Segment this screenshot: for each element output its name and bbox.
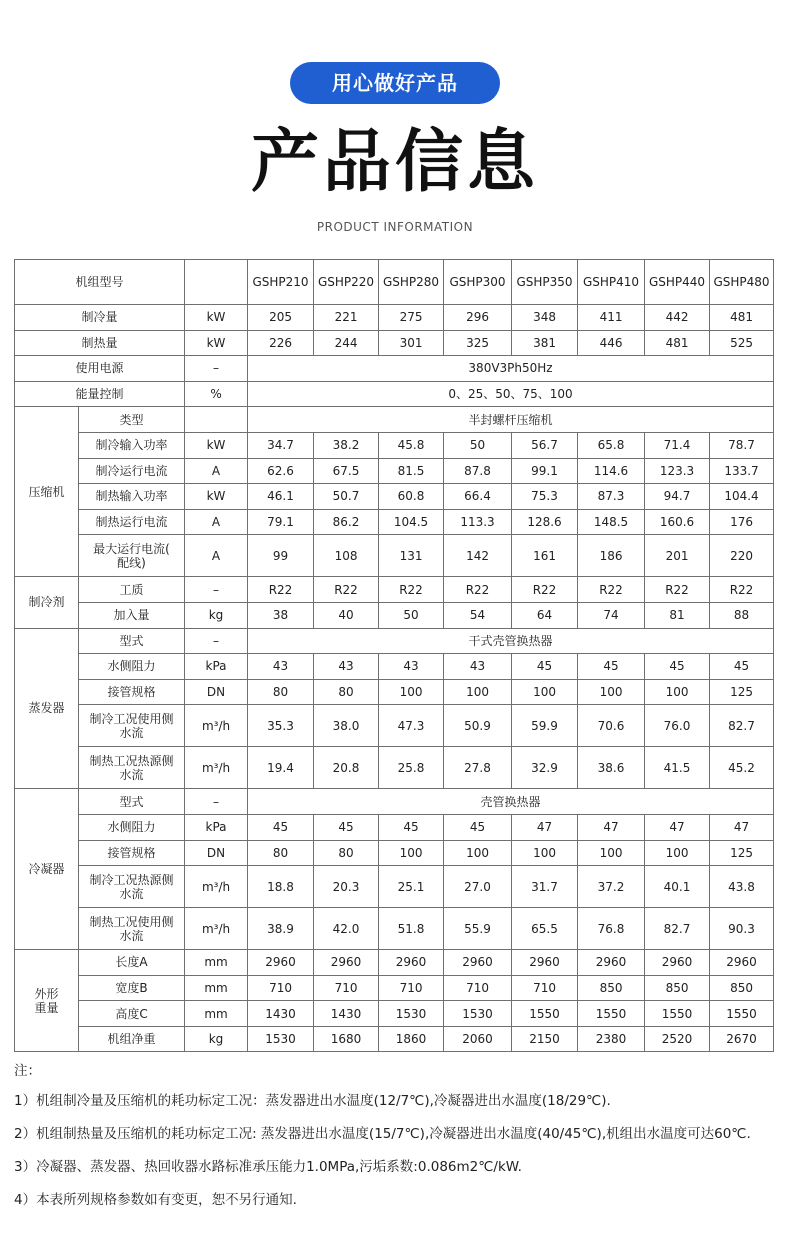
- table-row: [15, 866, 774, 908]
- value-cell: 481: [710, 305, 774, 331]
- value-cell: 275: [379, 305, 444, 331]
- note-item: 4）本表所列规格参数如有变更，恕不另行通知.: [14, 1192, 297, 1208]
- value-cell: 45: [645, 654, 710, 680]
- table-row: [15, 814, 774, 840]
- value-cell: 2150: [512, 1026, 578, 1052]
- value-cell: 43: [248, 654, 314, 680]
- value-cell: 47: [512, 814, 578, 840]
- value-cell: 221: [314, 305, 379, 331]
- value-cell: 94.7: [645, 484, 710, 510]
- value-cell: 2960: [248, 950, 314, 976]
- value-cell: 1430: [314, 1001, 379, 1027]
- table-row: [15, 602, 774, 628]
- value-cell: 176: [710, 509, 774, 535]
- value-cell: 160.6: [645, 509, 710, 535]
- page-subtitle: PRODUCT INFORMATION: [316, 220, 474, 234]
- unit-cell: kW: [185, 432, 248, 458]
- value-cell: 45: [512, 654, 578, 680]
- value-cell: 710: [379, 975, 444, 1001]
- table-row: [15, 840, 774, 866]
- value-cell: 100: [512, 840, 578, 866]
- table-row: [15, 654, 774, 680]
- unit-cell: kg: [185, 602, 248, 628]
- row-label: 制热运行电流: [79, 509, 185, 535]
- spanning-value-cell: 半封螺杆压缩机: [248, 407, 774, 433]
- value-cell: 325: [444, 330, 512, 356]
- unit-cell: kPa: [185, 814, 248, 840]
- value-cell: 34.7: [248, 432, 314, 458]
- value-cell: 40: [314, 602, 379, 628]
- group-label: [15, 950, 79, 1052]
- value-cell: 81.5: [379, 458, 444, 484]
- value-cell: 161: [512, 535, 578, 577]
- value-cell: 20.3: [314, 866, 379, 908]
- row-label: [79, 908, 185, 950]
- table-row: [15, 577, 774, 603]
- value-cell: 710: [248, 975, 314, 1001]
- value-cell: 1680: [314, 1026, 379, 1052]
- value-cell: 80: [248, 840, 314, 866]
- model-header-cell: GSHP210: [248, 260, 314, 305]
- row-label: 制热量: [15, 330, 185, 356]
- value-cell: 100: [512, 679, 578, 705]
- value-cell: 45: [379, 814, 444, 840]
- value-cell: 442: [645, 305, 710, 331]
- value-cell: 51.8: [379, 908, 444, 950]
- notes-title: 注：: [14, 1063, 41, 1079]
- value-cell: 50.7: [314, 484, 379, 510]
- value-cell: 43: [444, 654, 512, 680]
- unit-cell: A: [185, 535, 248, 577]
- row-label-line: 制热工况使用侧: [89, 914, 174, 929]
- value-cell: 133.7: [710, 458, 774, 484]
- value-cell: 186: [578, 535, 645, 577]
- value-cell: 1530: [248, 1026, 314, 1052]
- value-cell: 38.2: [314, 432, 379, 458]
- value-cell: R22: [578, 577, 645, 603]
- value-cell: 90.3: [710, 908, 774, 950]
- value-cell: 525: [710, 330, 774, 356]
- unit-cell: kW: [185, 484, 248, 510]
- value-cell: 142: [444, 535, 512, 577]
- value-cell: 38.0: [314, 705, 379, 747]
- value-cell: 148.5: [578, 509, 645, 535]
- value-cell: 2960: [379, 950, 444, 976]
- row-label: [79, 866, 185, 908]
- row-label: 水侧阻力: [79, 814, 185, 840]
- value-cell: 2960: [645, 950, 710, 976]
- unit-cell: m³/h: [185, 705, 248, 747]
- value-cell: R22: [314, 577, 379, 603]
- table-row: [15, 356, 774, 382]
- row-label: 使用电源: [15, 356, 185, 382]
- value-cell: 67.5: [314, 458, 379, 484]
- table-row: [15, 628, 774, 654]
- value-cell: 18.8: [248, 866, 314, 908]
- value-cell: R22: [710, 577, 774, 603]
- row-label-line: 制热工况热源侧: [89, 753, 174, 768]
- value-cell: 104.4: [710, 484, 774, 510]
- row-label: 能量控制: [15, 381, 185, 407]
- value-cell: 45: [444, 814, 512, 840]
- value-cell: 80: [314, 679, 379, 705]
- value-cell: 446: [578, 330, 645, 356]
- table-header-row: [15, 260, 774, 305]
- value-cell: 2520: [645, 1026, 710, 1052]
- value-cell: 100: [578, 679, 645, 705]
- value-cell: 45.8: [379, 432, 444, 458]
- value-cell: 850: [710, 975, 774, 1001]
- unit-cell: –: [185, 356, 248, 382]
- value-cell: 113.3: [444, 509, 512, 535]
- value-cell: 32.9: [512, 747, 578, 789]
- value-cell: 45: [248, 814, 314, 840]
- value-cell: 100: [379, 840, 444, 866]
- value-cell: 47.3: [379, 705, 444, 747]
- row-label-line: 制冷工况使用侧: [89, 711, 174, 726]
- value-cell: 1530: [379, 1001, 444, 1027]
- value-cell: R22: [444, 577, 512, 603]
- note-item: 3）冷凝器、蒸发器、热回收器水路标准承压能力1.0MPa,污垢系数:0.086m2℃/kW.: [14, 1159, 522, 1175]
- model-header-cell: GSHP410: [578, 260, 645, 305]
- table-row: [15, 330, 774, 356]
- value-cell: 104.5: [379, 509, 444, 535]
- value-cell: 42.0: [314, 908, 379, 950]
- value-cell: 108: [314, 535, 379, 577]
- value-cell: 2060: [444, 1026, 512, 1052]
- spec-table: [14, 259, 774, 1052]
- value-cell: 226: [248, 330, 314, 356]
- value-cell: 100: [444, 679, 512, 705]
- value-cell: 62.6: [248, 458, 314, 484]
- model-header-label: 机组型号: [15, 260, 185, 305]
- unit-header-cell: [185, 260, 248, 305]
- row-label-line: 水流: [119, 928, 144, 943]
- value-cell: 88: [710, 602, 774, 628]
- value-cell: 710: [314, 975, 379, 1001]
- value-cell: 40.1: [645, 866, 710, 908]
- value-cell: 56.7: [512, 432, 578, 458]
- row-label-line: 水流: [119, 767, 144, 782]
- value-cell: 75.3: [512, 484, 578, 510]
- value-cell: 43: [314, 654, 379, 680]
- unit-cell: DN: [185, 840, 248, 866]
- value-cell: 301: [379, 330, 444, 356]
- unit-cell: kg: [185, 1026, 248, 1052]
- note-item: 2）机组制热量及压缩机的耗功标定工况: 蒸发器进出水温度(15/7℃),冷凝器进出水温度(40/45℃),机组出水温度可达60℃.: [14, 1126, 751, 1142]
- row-label: 接管规格: [79, 840, 185, 866]
- value-cell: 59.9: [512, 705, 578, 747]
- unit-cell: kPa: [185, 654, 248, 680]
- value-cell: 65.5: [512, 908, 578, 950]
- value-cell: 2670: [710, 1026, 774, 1052]
- row-label: 工质: [79, 577, 185, 603]
- value-cell: 86.2: [314, 509, 379, 535]
- unit-cell: kW: [185, 330, 248, 356]
- value-cell: 38.6: [578, 747, 645, 789]
- value-cell: 1430: [248, 1001, 314, 1027]
- unit-cell: %: [185, 381, 248, 407]
- unit-cell: –: [185, 628, 248, 654]
- value-cell: 47: [578, 814, 645, 840]
- unit-cell: A: [185, 458, 248, 484]
- table-row: [15, 381, 774, 407]
- value-cell: 47: [645, 814, 710, 840]
- group-label-line: 重量: [34, 1000, 59, 1015]
- unit-cell: mm: [185, 950, 248, 976]
- value-cell: R22: [645, 577, 710, 603]
- value-cell: 381: [512, 330, 578, 356]
- table-row: [15, 407, 774, 433]
- value-cell: 87.8: [444, 458, 512, 484]
- value-cell: 66.4: [444, 484, 512, 510]
- row-label: 型式: [79, 628, 185, 654]
- unit-cell: kW: [185, 305, 248, 331]
- value-cell: 87.3: [578, 484, 645, 510]
- value-cell: 25.1: [379, 866, 444, 908]
- value-cell: 79.1: [248, 509, 314, 535]
- row-label: 型式: [79, 789, 185, 815]
- value-cell: 128.6: [512, 509, 578, 535]
- unit-cell: m³/h: [185, 866, 248, 908]
- value-cell: 220: [710, 535, 774, 577]
- note-item: 1）机组制冷量及压缩机的耗功标定工况：蒸发器进出水温度(12/7℃),冷凝器进出水温度(18/29℃).: [14, 1093, 611, 1109]
- value-cell: 37.2: [578, 866, 645, 908]
- value-cell: 100: [645, 840, 710, 866]
- value-cell: 710: [512, 975, 578, 1001]
- value-cell: 60.8: [379, 484, 444, 510]
- value-cell: 50: [379, 602, 444, 628]
- value-cell: 2380: [578, 1026, 645, 1052]
- value-cell: 123.3: [645, 458, 710, 484]
- value-cell: R22: [512, 577, 578, 603]
- value-cell: 1550: [512, 1001, 578, 1027]
- row-label: [79, 747, 185, 789]
- row-label: 加入量: [79, 602, 185, 628]
- spanning-value-cell: 380V3Ph50Hz: [248, 356, 774, 382]
- value-cell: 100: [379, 679, 444, 705]
- value-cell: R22: [248, 577, 314, 603]
- value-cell: 2960: [444, 950, 512, 976]
- value-cell: 100: [645, 679, 710, 705]
- table-row: [15, 908, 774, 950]
- row-label-line: 制冷工况热源侧: [89, 872, 174, 887]
- value-cell: R22: [379, 577, 444, 603]
- table-row: [15, 975, 774, 1001]
- table-row: [15, 679, 774, 705]
- value-cell: 82.7: [710, 705, 774, 747]
- table-row: [15, 705, 774, 747]
- value-cell: 27.0: [444, 866, 512, 908]
- row-label: 制冷量: [15, 305, 185, 331]
- value-cell: 850: [645, 975, 710, 1001]
- value-cell: 47: [710, 814, 774, 840]
- value-cell: 38.9: [248, 908, 314, 950]
- table-row: [15, 458, 774, 484]
- value-cell: 25.8: [379, 747, 444, 789]
- value-cell: 45: [710, 654, 774, 680]
- unit-cell: mm: [185, 975, 248, 1001]
- value-cell: 43.8: [710, 866, 774, 908]
- unit-cell: A: [185, 509, 248, 535]
- model-header-cell: GSHP300: [444, 260, 512, 305]
- model-header-cell: GSHP280: [379, 260, 444, 305]
- unit-cell: –: [185, 577, 248, 603]
- value-cell: 296: [444, 305, 512, 331]
- row-label: 制冷运行电流: [79, 458, 185, 484]
- value-cell: 20.8: [314, 747, 379, 789]
- row-label: 接管规格: [79, 679, 185, 705]
- value-cell: 55.9: [444, 908, 512, 950]
- value-cell: 50.9: [444, 705, 512, 747]
- value-cell: 1550: [578, 1001, 645, 1027]
- slogan-badge: 用心做好产品: [290, 62, 500, 104]
- table-row: [15, 509, 774, 535]
- group-label: 蒸发器: [15, 628, 79, 789]
- row-label: 长度A: [79, 950, 185, 976]
- value-cell: 76.0: [645, 705, 710, 747]
- row-label: 机组净重: [79, 1026, 185, 1052]
- value-cell: 35.3: [248, 705, 314, 747]
- value-cell: 710: [444, 975, 512, 1001]
- table-row: [15, 1026, 774, 1052]
- table-row: [15, 432, 774, 458]
- page-title: 产品信息: [250, 123, 539, 202]
- value-cell: 38: [248, 602, 314, 628]
- value-cell: 31.7: [512, 866, 578, 908]
- group-label: 冷凝器: [15, 789, 79, 950]
- value-cell: 82.7: [645, 908, 710, 950]
- value-cell: 850: [578, 975, 645, 1001]
- value-cell: 80: [248, 679, 314, 705]
- table-row: [15, 535, 774, 577]
- value-cell: 244: [314, 330, 379, 356]
- value-cell: 481: [645, 330, 710, 356]
- value-cell: 81: [645, 602, 710, 628]
- value-cell: 131: [379, 535, 444, 577]
- value-cell: 71.4: [645, 432, 710, 458]
- unit-cell: m³/h: [185, 908, 248, 950]
- unit-cell: [185, 407, 248, 433]
- model-header-cell: GSHP350: [512, 260, 578, 305]
- table-row: [15, 305, 774, 331]
- row-label: 类型: [79, 407, 185, 433]
- group-label-line: 外形: [34, 986, 59, 1001]
- spanning-value-cell: 壳管换热器: [248, 789, 774, 815]
- row-label-line: 水流: [119, 886, 144, 901]
- value-cell: 50: [444, 432, 512, 458]
- value-cell: 46.1: [248, 484, 314, 510]
- value-cell: 2960: [314, 950, 379, 976]
- value-cell: 41.5: [645, 747, 710, 789]
- value-cell: 114.6: [578, 458, 645, 484]
- value-cell: 76.8: [578, 908, 645, 950]
- row-label: 水侧阻力: [79, 654, 185, 680]
- value-cell: 2960: [512, 950, 578, 976]
- value-cell: 45: [578, 654, 645, 680]
- notes-section: [14, 1060, 780, 1222]
- model-header-cell: GSHP480: [710, 260, 774, 305]
- value-cell: 54: [444, 602, 512, 628]
- value-cell: 65.8: [578, 432, 645, 458]
- value-cell: 19.4: [248, 747, 314, 789]
- row-label-line: 配线): [117, 555, 146, 570]
- table-row: [15, 1001, 774, 1027]
- unit-cell: m³/h: [185, 747, 248, 789]
- value-cell: 411: [578, 305, 645, 331]
- model-header-cell: GSHP440: [645, 260, 710, 305]
- spanning-value-cell: 0、25、50、75、100: [248, 381, 774, 407]
- value-cell: 78.7: [710, 432, 774, 458]
- value-cell: 64: [512, 602, 578, 628]
- row-label: 制热输入功率: [79, 484, 185, 510]
- value-cell: 2960: [578, 950, 645, 976]
- value-cell: 80: [314, 840, 379, 866]
- value-cell: 348: [512, 305, 578, 331]
- value-cell: 201: [645, 535, 710, 577]
- model-header-cell: GSHP220: [314, 260, 379, 305]
- table-row: [15, 484, 774, 510]
- value-cell: 45: [314, 814, 379, 840]
- value-cell: 1860: [379, 1026, 444, 1052]
- value-cell: 125: [710, 840, 774, 866]
- table-row: [15, 950, 774, 976]
- row-label: [79, 705, 185, 747]
- value-cell: 2960: [710, 950, 774, 976]
- row-label-line: 水流: [119, 725, 144, 740]
- row-label: 高度C: [79, 1001, 185, 1027]
- table-row: [15, 747, 774, 789]
- value-cell: 125: [710, 679, 774, 705]
- row-label: [79, 535, 185, 577]
- table-row: [15, 789, 774, 815]
- value-cell: 45.2: [710, 747, 774, 789]
- row-label: 制冷输入功率: [79, 432, 185, 458]
- unit-cell: mm: [185, 1001, 248, 1027]
- unit-cell: –: [185, 789, 248, 815]
- value-cell: 27.8: [444, 747, 512, 789]
- value-cell: 99.1: [512, 458, 578, 484]
- value-cell: 70.6: [578, 705, 645, 747]
- row-label-line: 最大运行电流(: [93, 541, 170, 556]
- spanning-value-cell: 干式壳管换热器: [248, 628, 774, 654]
- row-label: 宽度B: [79, 975, 185, 1001]
- value-cell: 100: [444, 840, 512, 866]
- value-cell: 43: [379, 654, 444, 680]
- group-label: 压缩机: [15, 407, 79, 577]
- group-label: 制冷剂: [15, 577, 79, 628]
- value-cell: 100: [578, 840, 645, 866]
- value-cell: 1530: [444, 1001, 512, 1027]
- unit-cell: DN: [185, 679, 248, 705]
- value-cell: 99: [248, 535, 314, 577]
- value-cell: 1550: [710, 1001, 774, 1027]
- value-cell: 1550: [645, 1001, 710, 1027]
- value-cell: 74: [578, 602, 645, 628]
- value-cell: 205: [248, 305, 314, 331]
